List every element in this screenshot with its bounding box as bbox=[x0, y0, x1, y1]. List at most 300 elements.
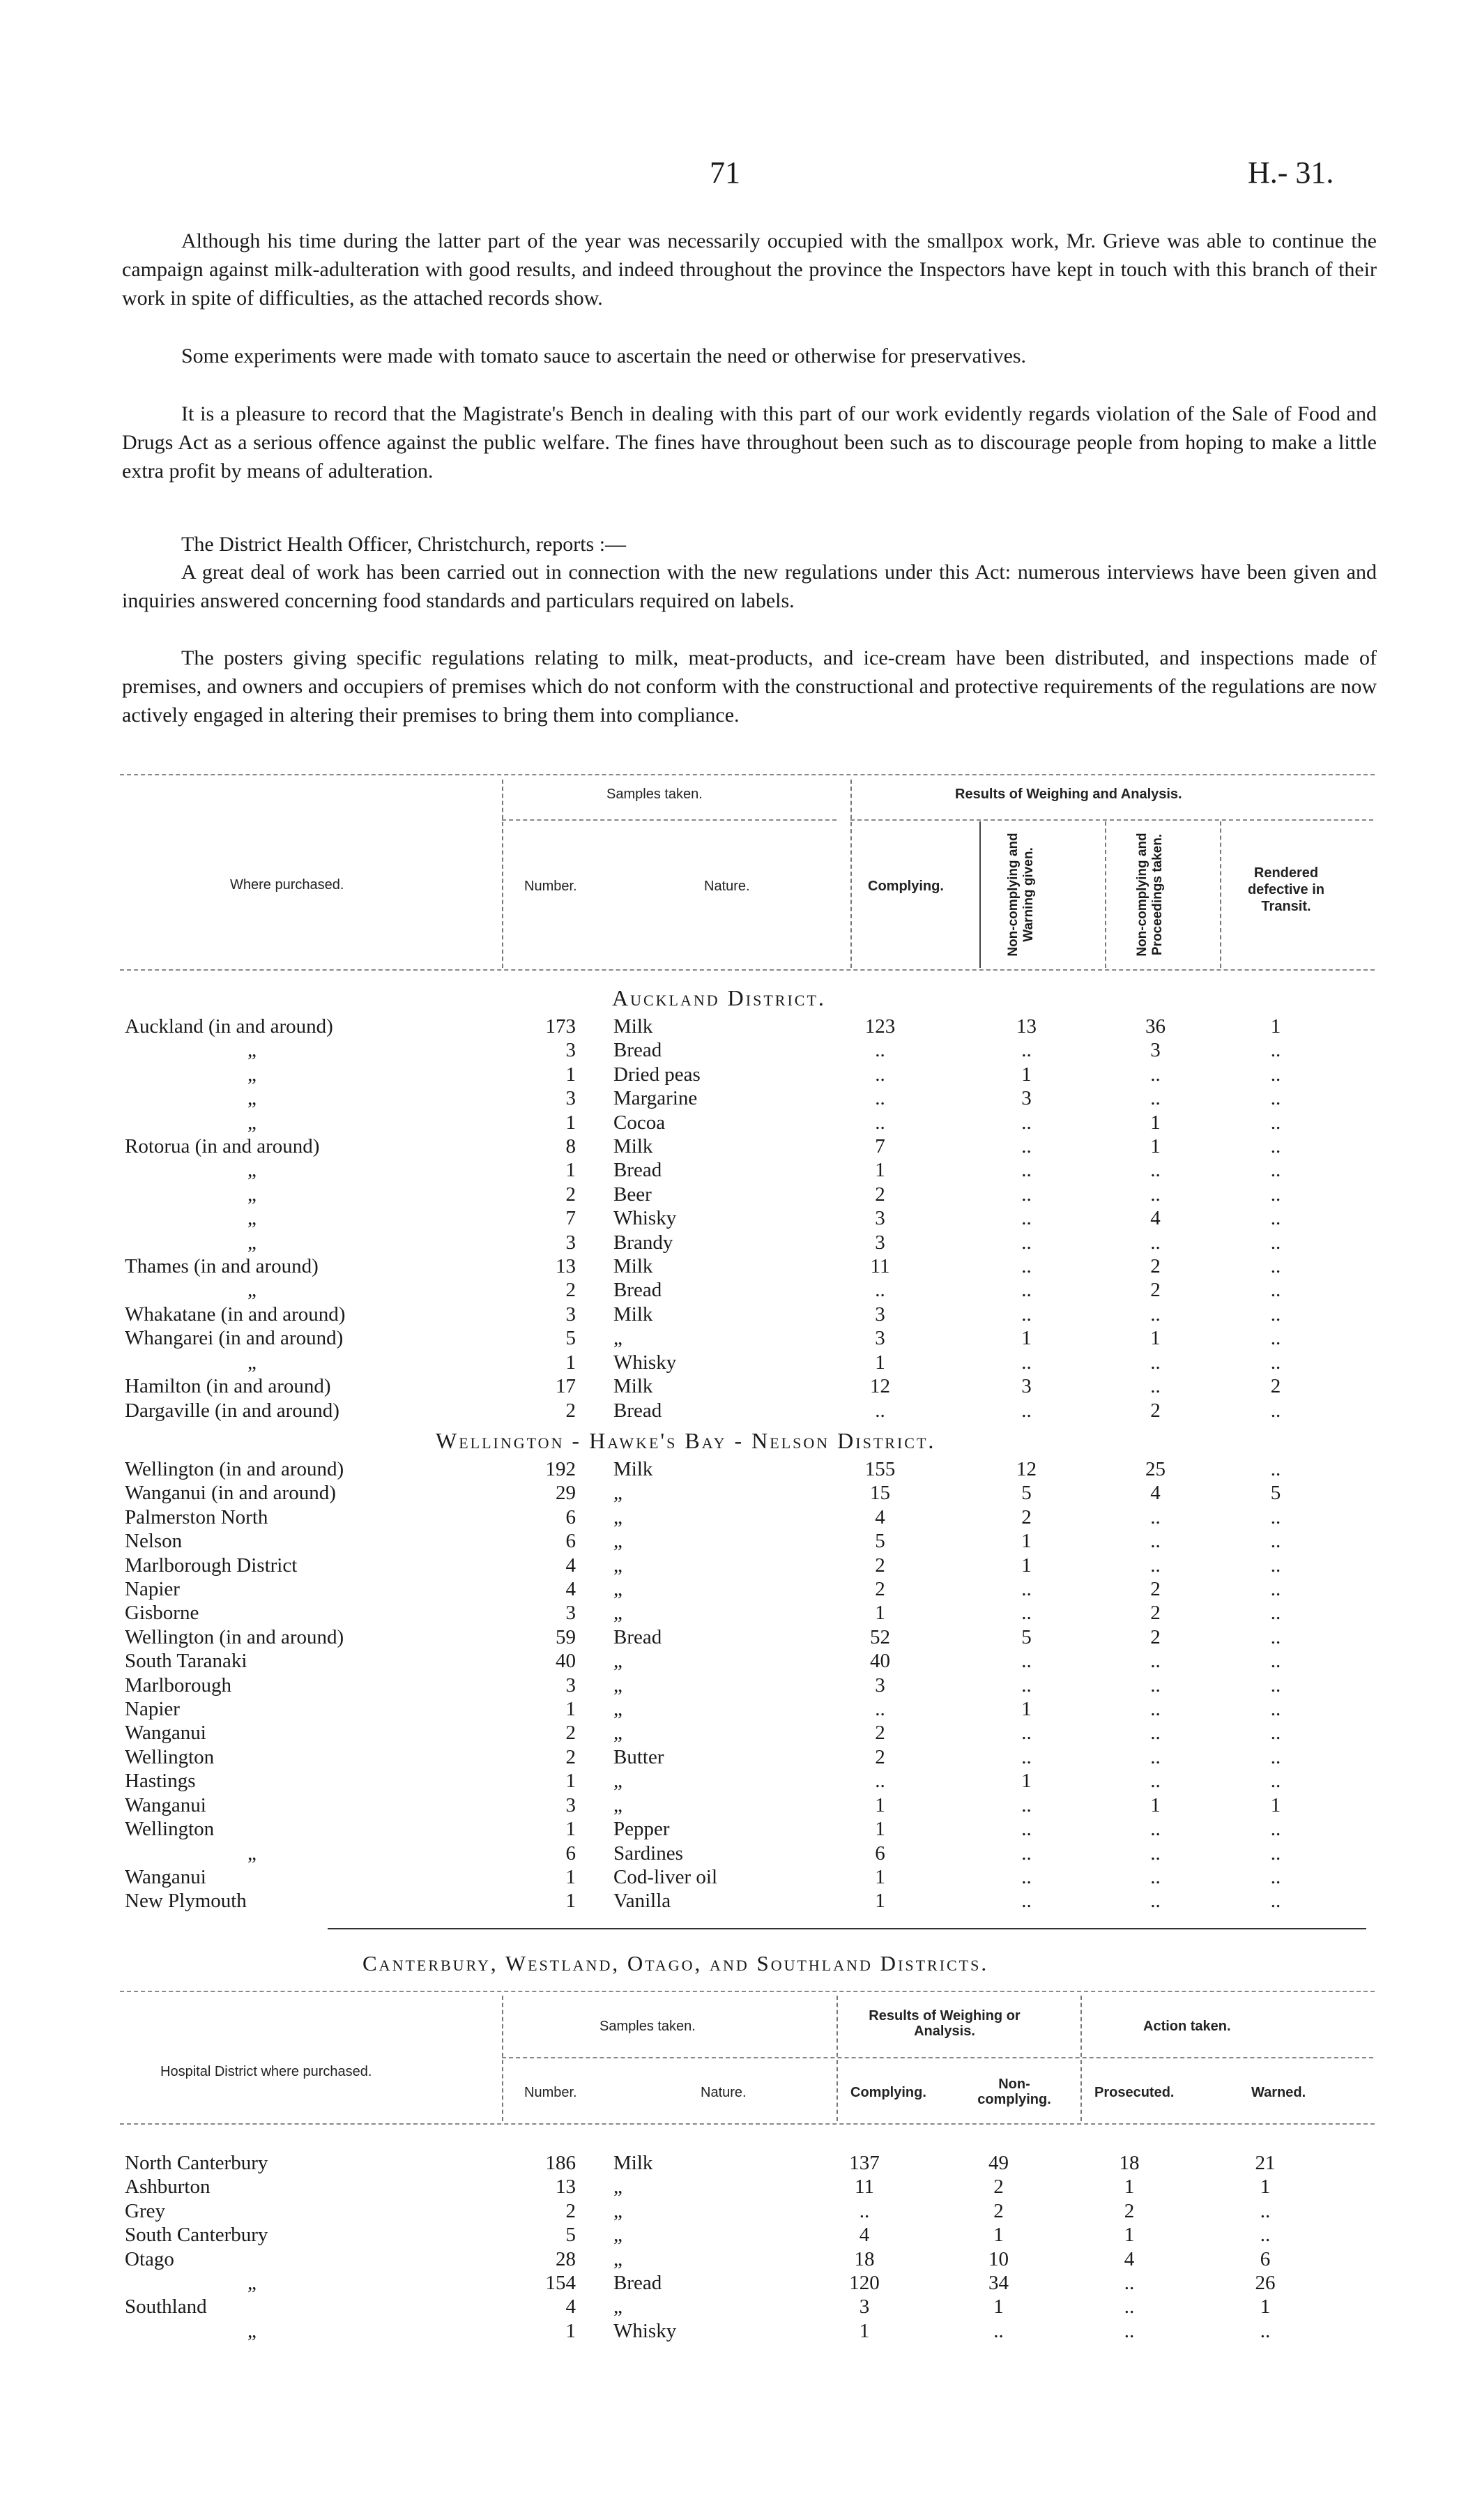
cell-complying: 3 bbox=[875, 1207, 885, 1230]
t2-complying-header: Complying. bbox=[850, 2085, 926, 2100]
cell-extra: .. bbox=[1270, 1650, 1281, 1673]
cell-noncomp-a: 13 bbox=[1016, 1015, 1037, 1038]
cell-noncomp-a: .. bbox=[1021, 1111, 1032, 1134]
cell-noncomp-b: 25 bbox=[1145, 1458, 1166, 1480]
cell-noncomp-b: 2 bbox=[1150, 1602, 1161, 1625]
cell-place: Wanganui bbox=[125, 1722, 206, 1745]
cell-nature: „ bbox=[613, 2224, 622, 2247]
cell-nature: Brandy bbox=[613, 1231, 673, 1254]
cell-nature: „ bbox=[613, 2295, 622, 2318]
t2-noncomplying-header: Non-complying. bbox=[977, 2077, 1051, 2107]
cell-complying: 4 bbox=[859, 2224, 870, 2247]
table-row bbox=[122, 1745, 1335, 1769]
t2-number-header: Number. bbox=[524, 2085, 577, 2100]
cell-complying: .. bbox=[875, 1770, 885, 1793]
table-row bbox=[122, 1111, 1335, 1134]
cell-nature: „ bbox=[613, 1482, 622, 1505]
cell-place: Southland bbox=[125, 2295, 207, 2318]
cell-extra: .. bbox=[1270, 1890, 1281, 1913]
cell-complying: .. bbox=[875, 1039, 885, 1062]
cell-place: Grey bbox=[125, 2199, 165, 2222]
auckland-district-heading: Auckland District. bbox=[612, 985, 826, 1010]
cell-number: 17 bbox=[556, 1375, 576, 1398]
cell-place: Hamilton (in and around) bbox=[125, 1375, 331, 1398]
cell-nature: „ bbox=[613, 1650, 622, 1673]
cell-number: 13 bbox=[556, 2176, 576, 2199]
cell-noncomp-a: 12 bbox=[1016, 1458, 1037, 1480]
cell-place: Whakatane (in and around) bbox=[125, 1303, 346, 1326]
cell-nature: Milk bbox=[613, 2152, 653, 2174]
cell-extra: 1 bbox=[1270, 1793, 1281, 1816]
cell-number: 3 bbox=[565, 1039, 576, 1062]
cell-complying: 3 bbox=[875, 1303, 885, 1326]
cell-noncomp-b: .. bbox=[1150, 1890, 1161, 1913]
cell-noncomp-a: .. bbox=[1021, 1231, 1032, 1254]
cell-place: Rotorua (in and around) bbox=[125, 1135, 320, 1158]
table-row bbox=[122, 1625, 1335, 1649]
cell-noncomp-b: .. bbox=[1150, 1303, 1161, 1326]
cell-number: 4 bbox=[565, 1554, 576, 1577]
cell-place: „ bbox=[247, 1207, 257, 1230]
cell-noncomp-a: .. bbox=[1021, 1602, 1032, 1625]
cell-complying: .. bbox=[875, 1698, 885, 1721]
cell-extra: .. bbox=[1260, 2199, 1271, 2222]
cell-number: 3 bbox=[565, 1303, 576, 1326]
cell-nature: Cocoa bbox=[613, 1111, 666, 1134]
cell-extra: .. bbox=[1270, 1458, 1281, 1480]
cell-complying: 4 bbox=[875, 1505, 885, 1528]
t1-where-header: Where purchased. bbox=[230, 877, 344, 893]
cell-noncomp-a: 1 bbox=[1021, 1063, 1032, 1086]
cell-number: 2 bbox=[565, 1722, 576, 1745]
cell-complying: 155 bbox=[864, 1458, 896, 1480]
table-row bbox=[122, 1673, 1335, 1697]
cell-number: 2 bbox=[565, 2199, 576, 2222]
table-row bbox=[122, 2295, 1335, 2318]
cell-place: Auckland (in and around) bbox=[125, 1015, 333, 1038]
cell-place: „ bbox=[247, 1279, 257, 1302]
cell-nature: Dried peas bbox=[613, 1063, 701, 1086]
cell-nature: Pepper bbox=[613, 1818, 670, 1841]
cell-extra: .. bbox=[1270, 1745, 1281, 1768]
cell-noncomp-b: .. bbox=[1124, 2272, 1135, 2295]
table-row bbox=[122, 1183, 1335, 1206]
cell-extra: 5 bbox=[1270, 1482, 1281, 1505]
cell-place: North Canterbury bbox=[125, 2152, 268, 2174]
cell-noncomp-a: 5 bbox=[1021, 1482, 1032, 1505]
cell-extra: .. bbox=[1270, 1327, 1281, 1350]
cell-number: 2 bbox=[565, 1183, 576, 1206]
cell-place: Dargaville (in and around) bbox=[125, 1399, 339, 1422]
cell-noncomp-b: 18 bbox=[1119, 2152, 1140, 2174]
table-row bbox=[122, 2247, 1335, 2271]
cell-place: Napier bbox=[125, 1698, 180, 1721]
cell-place: Palmerston North bbox=[125, 1505, 268, 1528]
cell-place: Marlborough District bbox=[125, 1554, 298, 1577]
cell-number: 3 bbox=[565, 1602, 576, 1625]
table-row bbox=[122, 1134, 1335, 1158]
paragraph-6: The posters giving specific regulations relating to milk, meat-products, and ice-cream have been distributed, and inspections made of premises, and owners and occupiers of premises which do not conform with the constructional and protective requirements of the regulations are now actively engaged in altering their premises to bring them into compliance. bbox=[122, 646, 1377, 727]
cell-extra: .. bbox=[1270, 1279, 1281, 1302]
cell-place: „ bbox=[247, 1087, 257, 1110]
cell-extra: .. bbox=[1270, 1399, 1281, 1422]
cell-nature: Milk bbox=[613, 1375, 653, 1398]
cell-complying: 11 bbox=[855, 2176, 874, 2199]
cell-number: 4 bbox=[565, 1578, 576, 1601]
table-row bbox=[122, 1374, 1335, 1398]
cell-place: Ashburton bbox=[125, 2176, 211, 2199]
cell-complying: 2 bbox=[875, 1554, 885, 1577]
cell-extra: 21 bbox=[1255, 2152, 1276, 2174]
cell-place: Napier bbox=[125, 1578, 180, 1601]
t2-results-header: Results of Weighing or Analysis. bbox=[869, 2008, 1021, 2039]
cell-number: 5 bbox=[565, 2224, 576, 2247]
cell-number: 154 bbox=[545, 2272, 576, 2295]
cell-complying: 1 bbox=[875, 1865, 885, 1888]
cell-complying: 3 bbox=[859, 2295, 870, 2318]
cell-complying: 2 bbox=[875, 1578, 885, 1601]
cell-noncomp-b: .. bbox=[1124, 2295, 1135, 2318]
cell-extra: .. bbox=[1270, 1303, 1281, 1326]
table-row bbox=[122, 1481, 1335, 1505]
cell-complying: 6 bbox=[875, 1842, 885, 1865]
cell-place: Whangarei (in and around) bbox=[125, 1327, 344, 1350]
cell-nature: „ bbox=[613, 1530, 622, 1553]
cell-noncomp-b: .. bbox=[1150, 1505, 1161, 1528]
cell-noncomp-b: 1 bbox=[1150, 1793, 1161, 1816]
table-row bbox=[122, 2199, 1335, 2223]
cell-noncomp-a: 1 bbox=[993, 2295, 1004, 2318]
cell-noncomp-a: .. bbox=[1021, 1135, 1032, 1158]
cell-noncomp-b: 2 bbox=[1124, 2199, 1135, 2222]
cell-noncomp-a: 1 bbox=[1021, 1327, 1032, 1350]
t1-noncomp-proceedings-header: Non-complying and Proceedings taken. bbox=[1135, 832, 1165, 957]
cell-noncomp-b: .. bbox=[1150, 1063, 1161, 1086]
cell-noncomp-a: .. bbox=[1021, 1650, 1032, 1673]
cell-place: Gisborne bbox=[125, 1602, 199, 1625]
cell-number: 3 bbox=[565, 1793, 576, 1816]
cell-complying: 2 bbox=[875, 1183, 885, 1206]
cell-place: „ bbox=[247, 1111, 257, 1134]
cell-place: „ bbox=[247, 1039, 257, 1062]
cell-noncomp-b: 1 bbox=[1150, 1327, 1161, 1350]
cell-noncomp-a: .. bbox=[1021, 1865, 1032, 1888]
cell-complying: .. bbox=[875, 1279, 885, 1302]
cell-extra: .. bbox=[1270, 1351, 1281, 1374]
cell-nature: Butter bbox=[613, 1745, 664, 1768]
table-row bbox=[122, 1158, 1335, 1182]
cell-complying: 1 bbox=[875, 1159, 885, 1182]
cell-place: „ bbox=[247, 2319, 257, 2342]
cell-extra: .. bbox=[1270, 1063, 1281, 1086]
cell-noncomp-a: 10 bbox=[988, 2247, 1009, 2270]
t2-warned-header: Warned. bbox=[1251, 2085, 1306, 2100]
cell-complying: 1 bbox=[859, 2319, 870, 2342]
table-row bbox=[122, 1889, 1335, 1913]
cell-noncomp-a: 5 bbox=[1021, 1625, 1032, 1648]
cell-noncomp-a: 34 bbox=[988, 2272, 1009, 2295]
table-row bbox=[122, 1278, 1335, 1302]
t1-results-header: Results of Weighing and Analysis. bbox=[955, 787, 1182, 802]
cell-number: 3 bbox=[565, 1087, 576, 1110]
auckland-table bbox=[122, 1015, 1335, 1422]
cell-extra: .. bbox=[1270, 1111, 1281, 1134]
cell-noncomp-a: 1 bbox=[1021, 1770, 1032, 1793]
cell-number: 173 bbox=[545, 1015, 576, 1038]
cell-complying: 1 bbox=[875, 1602, 885, 1625]
cell-number: 1 bbox=[565, 2319, 576, 2342]
cell-complying: 123 bbox=[864, 1015, 896, 1038]
cell-complying: .. bbox=[875, 1399, 885, 1422]
cell-extra: .. bbox=[1270, 1207, 1281, 1230]
t1-nature-header: Nature. bbox=[704, 879, 750, 894]
cell-number: 1 bbox=[565, 1111, 576, 1134]
table-row bbox=[122, 1842, 1335, 1865]
cell-complying: 15 bbox=[870, 1482, 890, 1505]
cell-complying: 1 bbox=[875, 1818, 885, 1841]
cell-number: 1 bbox=[565, 1890, 576, 1913]
cell-complying: 18 bbox=[854, 2247, 875, 2270]
cell-nature: „ bbox=[613, 1698, 622, 1721]
cell-noncomp-a: .. bbox=[1021, 1159, 1032, 1182]
cell-noncomp-b: .. bbox=[1150, 1530, 1161, 1553]
cell-noncomp-a: 2 bbox=[993, 2176, 1004, 2199]
cell-noncomp-b: .. bbox=[1150, 1698, 1161, 1721]
cell-number: 6 bbox=[565, 1530, 576, 1553]
cell-number: 29 bbox=[556, 1482, 576, 1505]
cell-number: 4 bbox=[565, 2295, 576, 2318]
cell-complying: 5 bbox=[875, 1530, 885, 1553]
cell-noncomp-a: 2 bbox=[1021, 1505, 1032, 1528]
cell-extra: .. bbox=[1270, 1770, 1281, 1793]
cell-place: Wellington bbox=[125, 1745, 215, 1768]
cell-extra: .. bbox=[1270, 1554, 1281, 1577]
cell-place: „ bbox=[247, 1842, 257, 1865]
cell-complying: 11 bbox=[870, 1255, 890, 1278]
cell-noncomp-b: .. bbox=[1150, 1865, 1161, 1888]
cell-number: 6 bbox=[565, 1505, 576, 1528]
page-number: 71 bbox=[710, 155, 740, 190]
cell-number: 1 bbox=[565, 1351, 576, 1374]
table-row bbox=[122, 1015, 1335, 1038]
cell-nature: „ bbox=[613, 1673, 622, 1697]
table-row bbox=[122, 1351, 1335, 1374]
cell-place: Thames (in and around) bbox=[125, 1255, 319, 1278]
cell-number: 1 bbox=[565, 1159, 576, 1182]
cell-noncomp-b: .. bbox=[1150, 1650, 1161, 1673]
cell-noncomp-a: .. bbox=[1021, 1890, 1032, 1913]
cell-complying: 120 bbox=[849, 2272, 880, 2295]
cell-extra: .. bbox=[1270, 1842, 1281, 1865]
cell-nature: Sardines bbox=[613, 1842, 683, 1865]
cell-noncomp-b: 1 bbox=[1124, 2176, 1135, 2199]
cell-noncomp-a: .. bbox=[1021, 1793, 1032, 1816]
cell-nature: Whisky bbox=[613, 2319, 677, 2342]
table-row bbox=[122, 1086, 1335, 1110]
cell-nature: Cod-liver oil bbox=[613, 1865, 718, 1888]
cell-noncomp-a: 49 bbox=[988, 2152, 1009, 2174]
table-row bbox=[122, 1601, 1335, 1625]
cell-nature: „ bbox=[613, 2176, 622, 2199]
cell-nature: Milk bbox=[613, 1135, 653, 1158]
cell-extra: .. bbox=[1270, 1183, 1281, 1206]
table-row bbox=[122, 1206, 1335, 1230]
cell-extra: .. bbox=[1270, 1698, 1281, 1721]
t1-noncomp-warning-header: Non-complying and Warning given. bbox=[1006, 832, 1036, 957]
cell-number: 7 bbox=[565, 1207, 576, 1230]
cell-nature: „ bbox=[613, 1770, 622, 1793]
cell-noncomp-a: .. bbox=[1021, 1207, 1032, 1230]
cell-complying: 7 bbox=[875, 1135, 885, 1158]
cell-nature: Milk bbox=[613, 1303, 653, 1326]
t2-action-header: Action taken. bbox=[1143, 2019, 1231, 2034]
paragraph-3: It is a pleasure to record that the Magistrate's Bench in dealing with this part of our work evidently regards violation of the Sale of Food and Drugs Act as a serious offence against the public welfare. The fines have throughout been such as to discourage people from hoping to make a little extra profit by means of adulteration. bbox=[122, 402, 1377, 483]
cell-nature: Bread bbox=[613, 1039, 662, 1062]
cell-extra: 1 bbox=[1270, 1015, 1281, 1038]
cell-extra: .. bbox=[1270, 1255, 1281, 1278]
cell-noncomp-b: 4 bbox=[1150, 1482, 1161, 1505]
cell-number: 13 bbox=[556, 1255, 576, 1278]
cell-noncomp-b: 1 bbox=[1150, 1111, 1161, 1134]
cell-extra: 1 bbox=[1260, 2295, 1271, 2318]
cell-number: 1 bbox=[565, 1770, 576, 1793]
cell-noncomp-b: 2 bbox=[1150, 1625, 1161, 1648]
cell-noncomp-a: .. bbox=[1021, 1351, 1032, 1374]
cell-extra: 2 bbox=[1270, 1375, 1281, 1398]
cell-nature: „ bbox=[613, 1505, 622, 1528]
cell-place: Nelson bbox=[125, 1530, 183, 1553]
cell-noncomp-a: .. bbox=[1021, 1722, 1032, 1745]
cell-place: Wellington (in and around) bbox=[125, 1458, 344, 1480]
t2-samples-header: Samples taken. bbox=[599, 2019, 696, 2034]
cell-nature: „ bbox=[613, 2199, 622, 2222]
cell-place: „ bbox=[247, 1063, 257, 1086]
cell-noncomp-b: .. bbox=[1150, 1842, 1161, 1865]
cell-place: New Plymouth bbox=[125, 1890, 247, 1913]
table-row bbox=[122, 2223, 1335, 2247]
table-row bbox=[122, 1038, 1335, 1062]
cell-number: 2 bbox=[565, 1279, 576, 1302]
table2-title: Canterbury, Westland, Otago, and Southland Districts. bbox=[362, 1951, 989, 1975]
cell-noncomp-a: .. bbox=[1021, 1399, 1032, 1422]
cell-noncomp-a: 3 bbox=[1021, 1375, 1032, 1398]
cell-place: Wanganui (in and around) bbox=[125, 1482, 336, 1505]
cell-noncomp-b: 2 bbox=[1150, 1279, 1161, 1302]
t1-samples-header: Samples taken. bbox=[606, 787, 703, 802]
cell-nature: „ bbox=[613, 1602, 622, 1625]
cell-place: Wanganui bbox=[125, 1793, 206, 1816]
cell-extra: .. bbox=[1270, 1505, 1281, 1528]
cell-noncomp-a: 3 bbox=[1021, 1087, 1032, 1110]
table-row bbox=[122, 1721, 1335, 1745]
southern-rows bbox=[122, 2151, 1335, 2343]
t1-number-header: Number. bbox=[524, 879, 577, 894]
cell-extra: .. bbox=[1270, 1722, 1281, 1745]
cell-noncomp-b: 2 bbox=[1150, 1399, 1161, 1422]
t2-prosecuted-header: Prosecuted. bbox=[1094, 2085, 1175, 2100]
cell-noncomp-b: .. bbox=[1124, 2319, 1135, 2342]
table-row bbox=[122, 1505, 1335, 1529]
paragraph-2: Some experiments were made with tomato sauce to ascertain the need or otherwise for preservatives. bbox=[181, 344, 1027, 367]
t2-where-header: Hospital District where purchased. bbox=[160, 2064, 372, 2079]
document-reference: H.- 31. bbox=[1248, 155, 1334, 190]
cell-nature: Bread bbox=[613, 1625, 662, 1648]
t2-nature-header: Nature. bbox=[701, 2085, 747, 2100]
table-row bbox=[122, 2271, 1335, 2295]
cell-noncomp-b: .. bbox=[1150, 1818, 1161, 1841]
cell-nature: Beer bbox=[613, 1183, 652, 1206]
cell-noncomp-a: .. bbox=[1021, 1578, 1032, 1601]
cell-extra: .. bbox=[1270, 1039, 1281, 1062]
cell-noncomp-b: .. bbox=[1150, 1554, 1161, 1577]
cell-number: 28 bbox=[556, 2247, 576, 2270]
cell-noncomp-b: 3 bbox=[1150, 1039, 1161, 1062]
cell-number: 8 bbox=[565, 1135, 576, 1158]
cell-complying: 3 bbox=[875, 1327, 885, 1350]
cell-place: „ bbox=[247, 1159, 257, 1182]
cell-nature: „ bbox=[613, 1578, 622, 1601]
table-row bbox=[122, 1529, 1335, 1553]
table-row bbox=[122, 1817, 1335, 1841]
cell-nature: Milk bbox=[613, 1255, 653, 1278]
cell-number: 1 bbox=[565, 1818, 576, 1841]
cell-number: 6 bbox=[565, 1842, 576, 1865]
cell-noncomp-b: .. bbox=[1150, 1351, 1161, 1374]
cell-nature: Bread bbox=[613, 1279, 662, 1302]
cell-complying: .. bbox=[875, 1087, 885, 1110]
cell-noncomp-a: .. bbox=[1021, 1039, 1032, 1062]
cell-nature: „ bbox=[613, 1793, 622, 1816]
cell-extra: .. bbox=[1270, 1602, 1281, 1625]
cell-number: 192 bbox=[545, 1458, 576, 1480]
wellington-district-heading: Wellington - Hawke's Bay - Nelson District. bbox=[436, 1428, 936, 1453]
cell-nature: Bread bbox=[613, 1399, 662, 1422]
cell-number: 1 bbox=[565, 1865, 576, 1888]
cell-nature: „ bbox=[613, 1327, 622, 1350]
cell-number: 1 bbox=[565, 1698, 576, 1721]
table-row bbox=[122, 1865, 1335, 1889]
cell-noncomp-b: .. bbox=[1150, 1745, 1161, 1768]
cell-number: 5 bbox=[565, 1327, 576, 1350]
cell-number: 3 bbox=[565, 1673, 576, 1697]
t1-rendered-header: Rendered defective in Transit. bbox=[1247, 865, 1325, 914]
cell-number: 1 bbox=[565, 1063, 576, 1086]
table-row bbox=[122, 1303, 1335, 1326]
cell-noncomp-b: 1 bbox=[1124, 2224, 1135, 2247]
cell-extra: 1 bbox=[1260, 2176, 1271, 2199]
cell-complying: 1 bbox=[875, 1793, 885, 1816]
cell-noncomp-a: .. bbox=[1021, 1842, 1032, 1865]
cell-extra: .. bbox=[1260, 2319, 1271, 2342]
cell-nature: Milk bbox=[613, 1015, 653, 1038]
cell-noncomp-b: .. bbox=[1150, 1087, 1161, 1110]
cell-complying: 3 bbox=[875, 1231, 885, 1254]
cell-noncomp-b: 2 bbox=[1150, 1578, 1161, 1601]
cell-number: 2 bbox=[565, 1745, 576, 1768]
table-row bbox=[122, 1649, 1335, 1673]
cell-place: Hastings bbox=[125, 1770, 196, 1793]
cell-complying: .. bbox=[859, 2199, 870, 2222]
cell-extra: .. bbox=[1270, 1135, 1281, 1158]
cell-noncomp-a: 2 bbox=[993, 2199, 1004, 2222]
table-row bbox=[122, 1554, 1335, 1577]
cell-place: „ bbox=[247, 2272, 257, 2295]
auckland-rows bbox=[122, 1015, 1335, 1422]
cell-noncomp-a: .. bbox=[1021, 1745, 1032, 1768]
cell-extra: .. bbox=[1270, 1673, 1281, 1697]
cell-noncomp-b: .. bbox=[1150, 1673, 1161, 1697]
cell-complying: .. bbox=[875, 1063, 885, 1086]
